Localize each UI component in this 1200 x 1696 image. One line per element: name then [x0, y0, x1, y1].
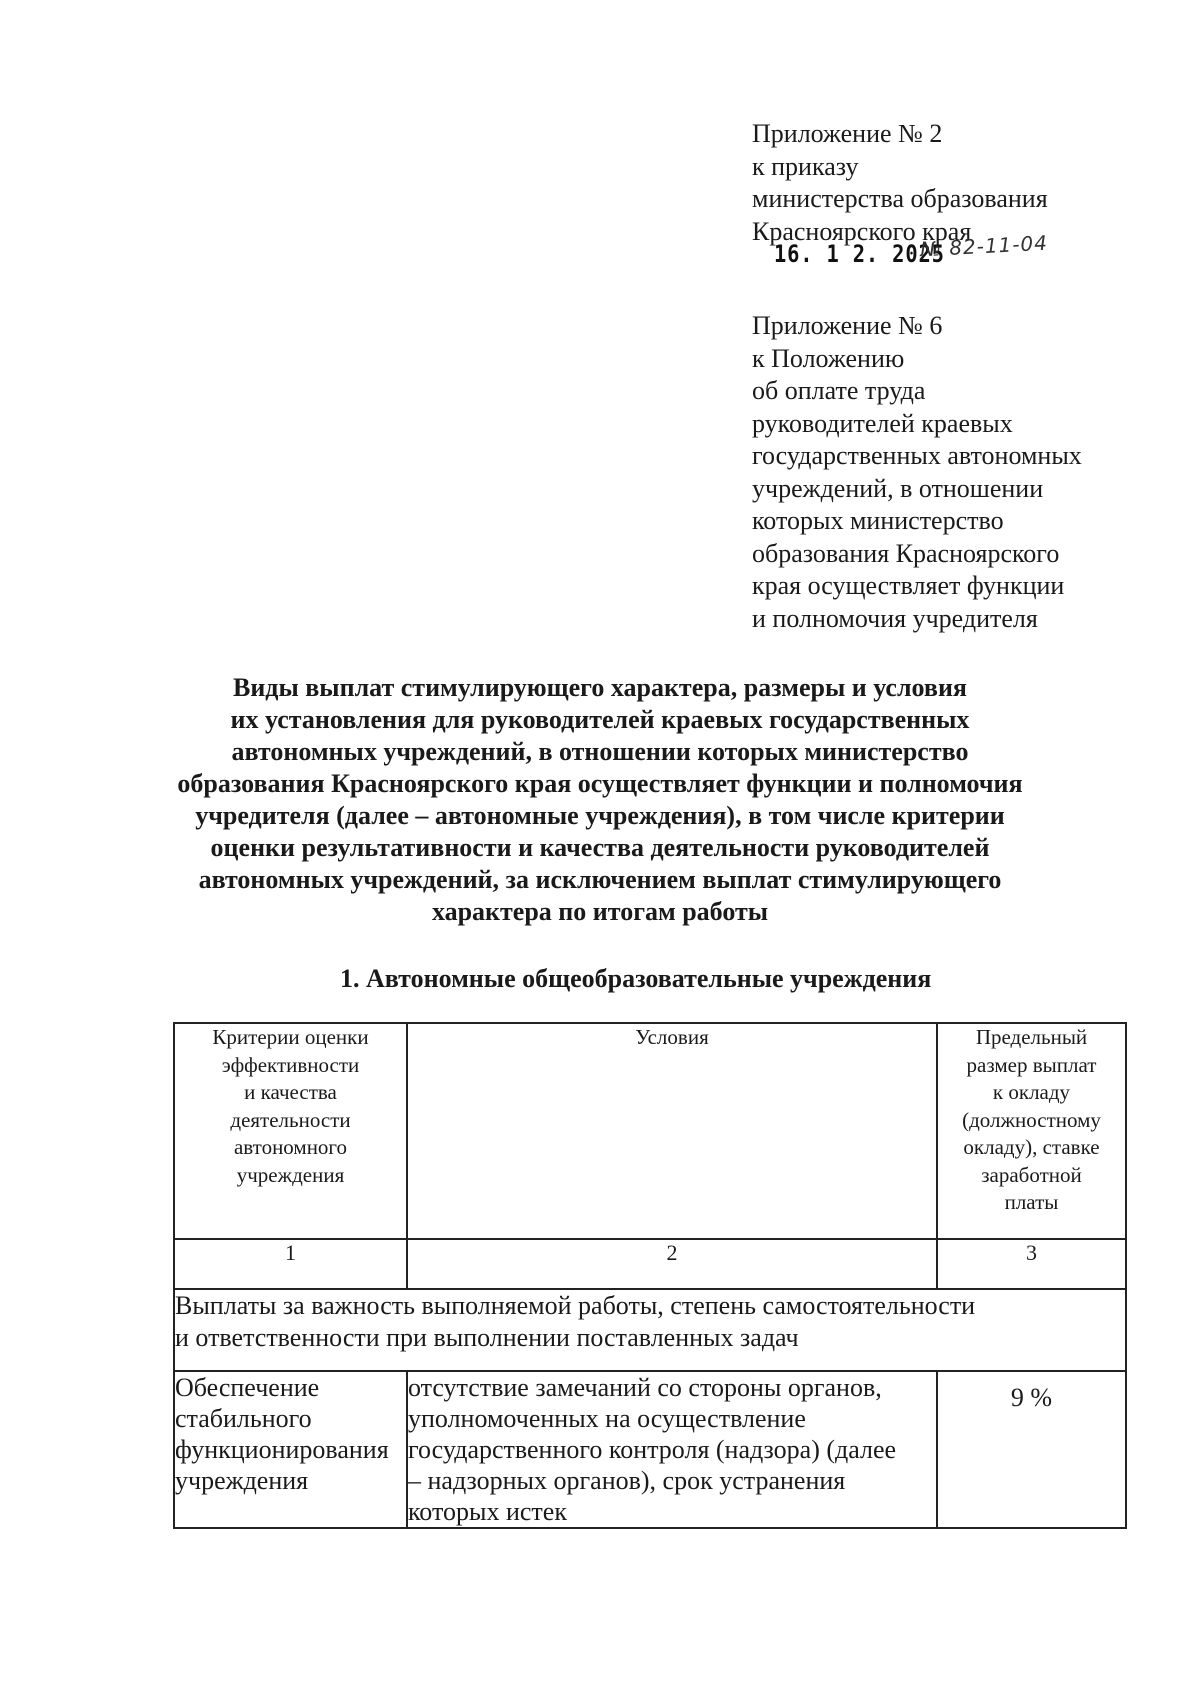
title-line: их установления для руководителей краевых государственных: [230, 705, 970, 734]
header-payment-limit: Предельный размер выплат к окладу (должностному окладу), ставке заработной платы: [937, 1023, 1126, 1239]
stamp-number: № 82-11-04: [919, 230, 1049, 262]
attachment-order-line: Приложение № 2: [752, 119, 943, 148]
header-criteria: Критерии оценки эффективности и качества деятельности автономного учреждения: [174, 1023, 407, 1239]
group-row: [174, 1289, 1126, 1371]
limit-cell: 9 %: [937, 1371, 1126, 1528]
column-number: 1: [174, 1239, 407, 1289]
attachment-regulation-line: и полномочия учредителя: [752, 603, 1038, 633]
title-line: характера по итогам работы: [431, 897, 769, 926]
title-line: автономных учреждений, в отношении которых министерство: [231, 737, 969, 766]
registration-stamp: [774, 230, 1049, 268]
group-row-cell: [174, 1289, 1126, 1371]
column-number: 2: [407, 1239, 937, 1289]
attachment-regulation-line: образования Красноярского: [752, 538, 1060, 568]
document-title: [150, 672, 1050, 928]
attachment-order-block: [752, 118, 1048, 248]
attachment-regulation-line: учреждений, в отношении: [752, 473, 1044, 503]
attachment-regulation-line: об оплате труда: [752, 376, 926, 405]
conditions-cell: отсутствие замечаний со стороны органов, уполномоченных на осуществление государственного контроля (надзора) (далее – надзорных органов), срок устранения которых истек: [407, 1371, 937, 1528]
attachment-order-line: к приказу: [752, 151, 859, 181]
attachment-regulation-block: [752, 310, 1082, 635]
criteria-table: [173, 1022, 1127, 1529]
attachment-regulation-line: Приложение № 6: [752, 311, 943, 340]
title-line: оценки результативности и качества деятельности руководителей: [210, 833, 990, 862]
group-row-line: Выплаты за важность выполняемой работы, степень самостоятельности: [175, 1291, 976, 1320]
column-number: 3: [937, 1239, 1126, 1289]
table-header-row: [174, 1023, 1126, 1239]
column-number-row: [174, 1239, 1126, 1289]
title-line: учредителя (далее – автономные учреждения), в том числе критерии: [195, 801, 1005, 830]
title-line: Виды выплат стимулирующего характера, размеры и условия: [232, 673, 967, 702]
attachment-regulation-line: к Положению: [752, 343, 905, 373]
attachment-order-line: министерства образования: [752, 184, 1048, 213]
stamp-date: 16. 1 2. 2025: [774, 240, 945, 268]
criterion-cell: Обеспечение стабильного функционирования учреждения: [174, 1371, 407, 1528]
table-row: [174, 1371, 1126, 1528]
attachment-regulation-line: государственных автономных: [752, 441, 1082, 470]
section-heading: 1. Автономные общеобразовательные учреждения: [340, 964, 932, 993]
attachment-regulation-line: края осуществляет функции: [752, 571, 1065, 600]
attachment-regulation-line: которых министерство: [752, 506, 1004, 535]
title-line: образования Красноярского края осуществляет функции и полномочия: [177, 769, 1023, 798]
attachment-order-line: Красноярского края: [752, 216, 972, 246]
header-conditions: Условия: [407, 1023, 937, 1239]
group-row-line: и ответственности при выполнении поставленных задач: [175, 1323, 799, 1352]
attachment-regulation-line: руководителей краевых: [752, 408, 1013, 438]
title-line: автономных учреждений, за исключением выплат стимулирующего: [198, 865, 1002, 894]
